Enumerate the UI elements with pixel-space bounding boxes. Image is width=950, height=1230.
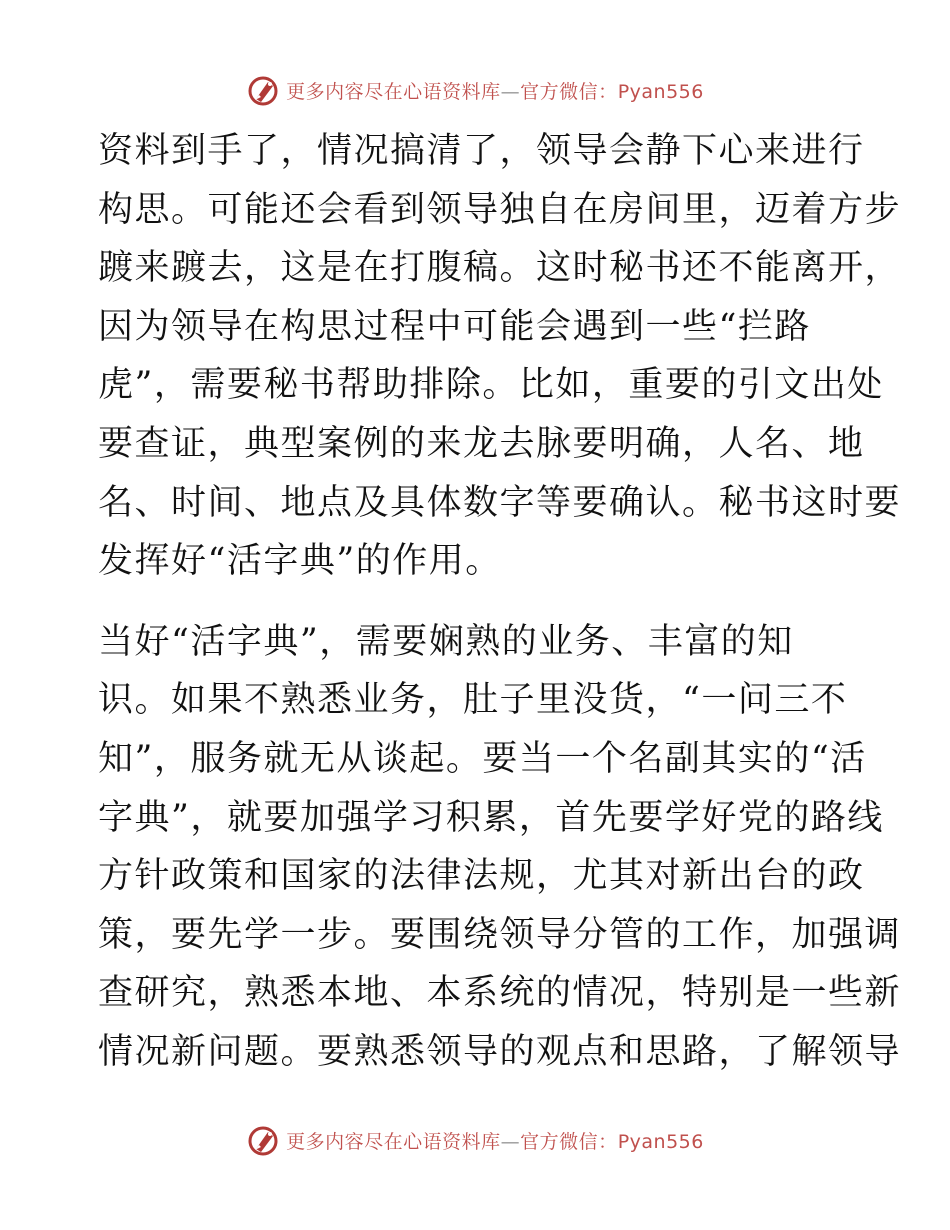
header-banner (0, 70, 950, 110)
banner-wechat-id: Pyan556 (617, 1130, 704, 1153)
banner-text (286, 77, 704, 104)
banner-text (286, 1127, 704, 1154)
paragraph-line: 字典”，就要加强学习积累，首先要学好党的路线 (98, 797, 884, 838)
paragraph-line: 识。如果不熟悉业务，肚子里没货，“一问三不 (98, 680, 848, 721)
pen-nib-circle-icon (246, 1123, 280, 1157)
banner-separator: — (500, 1130, 521, 1153)
paragraph-line: 查研究，熟悉本地、本系统的情况，特别是一些新 (98, 973, 902, 1014)
banner-wechat-label: 官方微信： (520, 1130, 618, 1153)
paragraph-line: 发挥好“活字典”的作用。 (98, 541, 502, 582)
paragraph-line: 要查证，典型案例的来龙去脉要明确，人名、地 (98, 423, 865, 464)
paragraph-2 (98, 613, 902, 1082)
paragraph-1 (98, 122, 902, 591)
paragraph-line: 踱来踱去，这是在打腹稿。这时秘书还不能离开， (98, 248, 902, 289)
paragraph-line: 策，要先学一步。要围绕领导分管的工作，加强调 (98, 914, 902, 955)
paragraph-line: 当好“活字典”，需要娴熟的业务、丰富的知 (98, 621, 794, 662)
document-body (98, 122, 902, 1082)
banner-brand: 更多内容尽在心语资料库 (286, 80, 501, 103)
paragraph-line: 虎”，需要秘书帮助排除。比如，重要的引文出处 (98, 365, 884, 406)
pen-nib-circle-icon (246, 73, 280, 107)
banner-brand: 更多内容尽在心语资料库 (286, 1130, 501, 1153)
paragraph-line: 构思。可能还会看到领导独自在房间里，迈着方步 (98, 189, 902, 230)
paragraph-line: 因为领导在构思过程中可能会遇到一些“拦路 (98, 306, 811, 347)
banner-wechat-id: Pyan556 (617, 80, 704, 103)
banner-wechat-label: 官方微信： (520, 80, 618, 103)
paragraph-line: 情况新问题。要熟悉领导的观点和思路，了解领导 (98, 1031, 902, 1072)
paragraph-line: 知”，服务就无从谈起。要当一个名副其实的“活 (98, 738, 867, 779)
footer-banner (0, 1120, 950, 1160)
paragraph-line: 方针政策和国家的法律法规，尤其对新出台的政 (98, 856, 865, 897)
paragraph-line: 资料到手了，情况搞清了，领导会静下心来进行 (98, 131, 865, 171)
paragraph-line: 名、时间、地点及具体数字等要确认。秘书这时要 (98, 482, 902, 523)
banner-separator: — (500, 80, 521, 103)
